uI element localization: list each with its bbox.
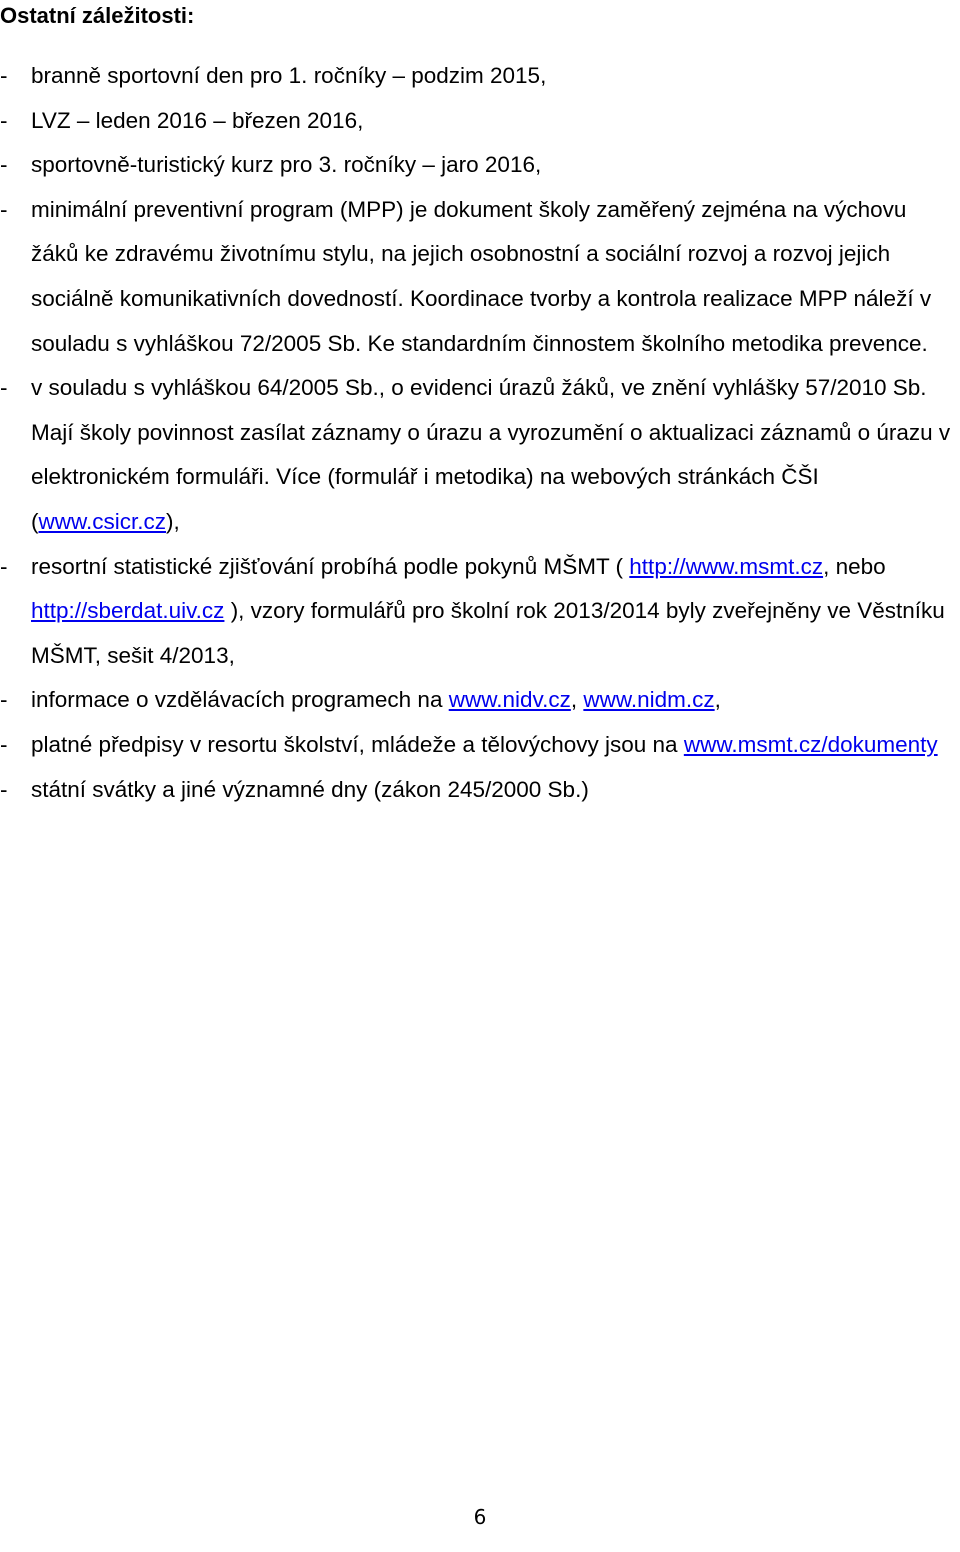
- list-item: [0, 54, 960, 99]
- link-nidm[interactable]: www.nidm.cz: [583, 687, 715, 713]
- list-item-text: informace o vzdělávacích programech na: [31, 687, 449, 713]
- list-item: [0, 545, 960, 679]
- list-dash: -: [0, 107, 8, 133]
- list-dash: -: [0, 687, 8, 713]
- list-item: [0, 99, 960, 144]
- list-item-text: platné předpisy v resortu školství, mládeže a tělovýchovy jsou na: [31, 731, 684, 757]
- list-item-text-tail: ),: [166, 508, 180, 534]
- list-item: [0, 768, 960, 813]
- list-item-text: LVZ – leden 2016 – březen 2016,: [31, 107, 364, 133]
- list-item-text: minimální preventivní program (MPP) je dokument školy zaměřený zejména na výchovu žáků ke zdravému životnímu stylu, na jejich osobnostní a sociální rozvoj a rozvoj jejich sociálně komunikativních dovedností. Koordinace tvorby a kontrola realizace MPP náleží v souladu s vyhláškou 72/2005 Sb. Ke standardním činnostem školního metodika prevence.: [31, 196, 932, 356]
- list-dash: -: [0, 63, 8, 88]
- list-item: [0, 678, 960, 723]
- list-item: [0, 143, 960, 188]
- list-item-text: státní svátky a jiné významné dny (zákon 245/2000 Sb.): [31, 776, 589, 802]
- list-item: [0, 366, 960, 544]
- list-item-text: sportovně-turistický kurz pro 3. ročníky – jaro 2016,: [31, 152, 542, 178]
- list-dash: -: [0, 553, 8, 579]
- list-dash: -: [0, 731, 8, 757]
- page-number: 6: [473, 1505, 487, 1529]
- link-nidv[interactable]: www.nidv.cz: [448, 687, 571, 713]
- list-dash: -: [0, 196, 8, 222]
- list-dash: -: [0, 375, 8, 401]
- bullet-list: [0, 54, 960, 812]
- list-item: [0, 723, 960, 768]
- section-heading: Ostatní záležitosti:: [0, 3, 195, 28]
- list-item-text: v souladu s vyhláškou 64/2005 Sb., o evidenci úrazů žáků, ve znění vyhlášky 57/2010 Sb. Mají školy povinnost zasílat záznamy o úrazu a vyrozumění o aktualizaci záznamů o úrazu v elektronickém formuláři. Více (formulář i metodika) na webových stránkách ČŠI (: [31, 375, 951, 534]
- link-msmt-dokumenty[interactable]: www.msmt.cz/dokumenty: [683, 731, 938, 757]
- list-item-text-mid: ,: [570, 687, 584, 713]
- list-item-text: branně sportovní den pro 1. ročníky – podzim 2015,: [31, 63, 547, 88]
- list-item-text-tail: ,: [714, 687, 721, 713]
- link-sberdat[interactable]: http://sberdat.uiv.cz: [31, 598, 225, 624]
- list-item-text-tail: ), vzory formulářů pro školní rok 2013/2014 byly zveřejněny ve Věstníku MŠMT, sešit 4/2013,: [31, 598, 945, 668]
- list-dash: -: [0, 152, 8, 178]
- list-item-text-mid: , nebo: [823, 553, 886, 579]
- link-msmt[interactable]: http://www.msmt.cz: [629, 553, 824, 579]
- link-csicr[interactable]: www.csicr.cz: [38, 508, 167, 534]
- list-dash: -: [0, 776, 8, 802]
- list-item-text: resortní statistické zjišťování probíhá podle pokynů MŠMT (: [31, 553, 630, 579]
- list-item: [0, 188, 960, 366]
